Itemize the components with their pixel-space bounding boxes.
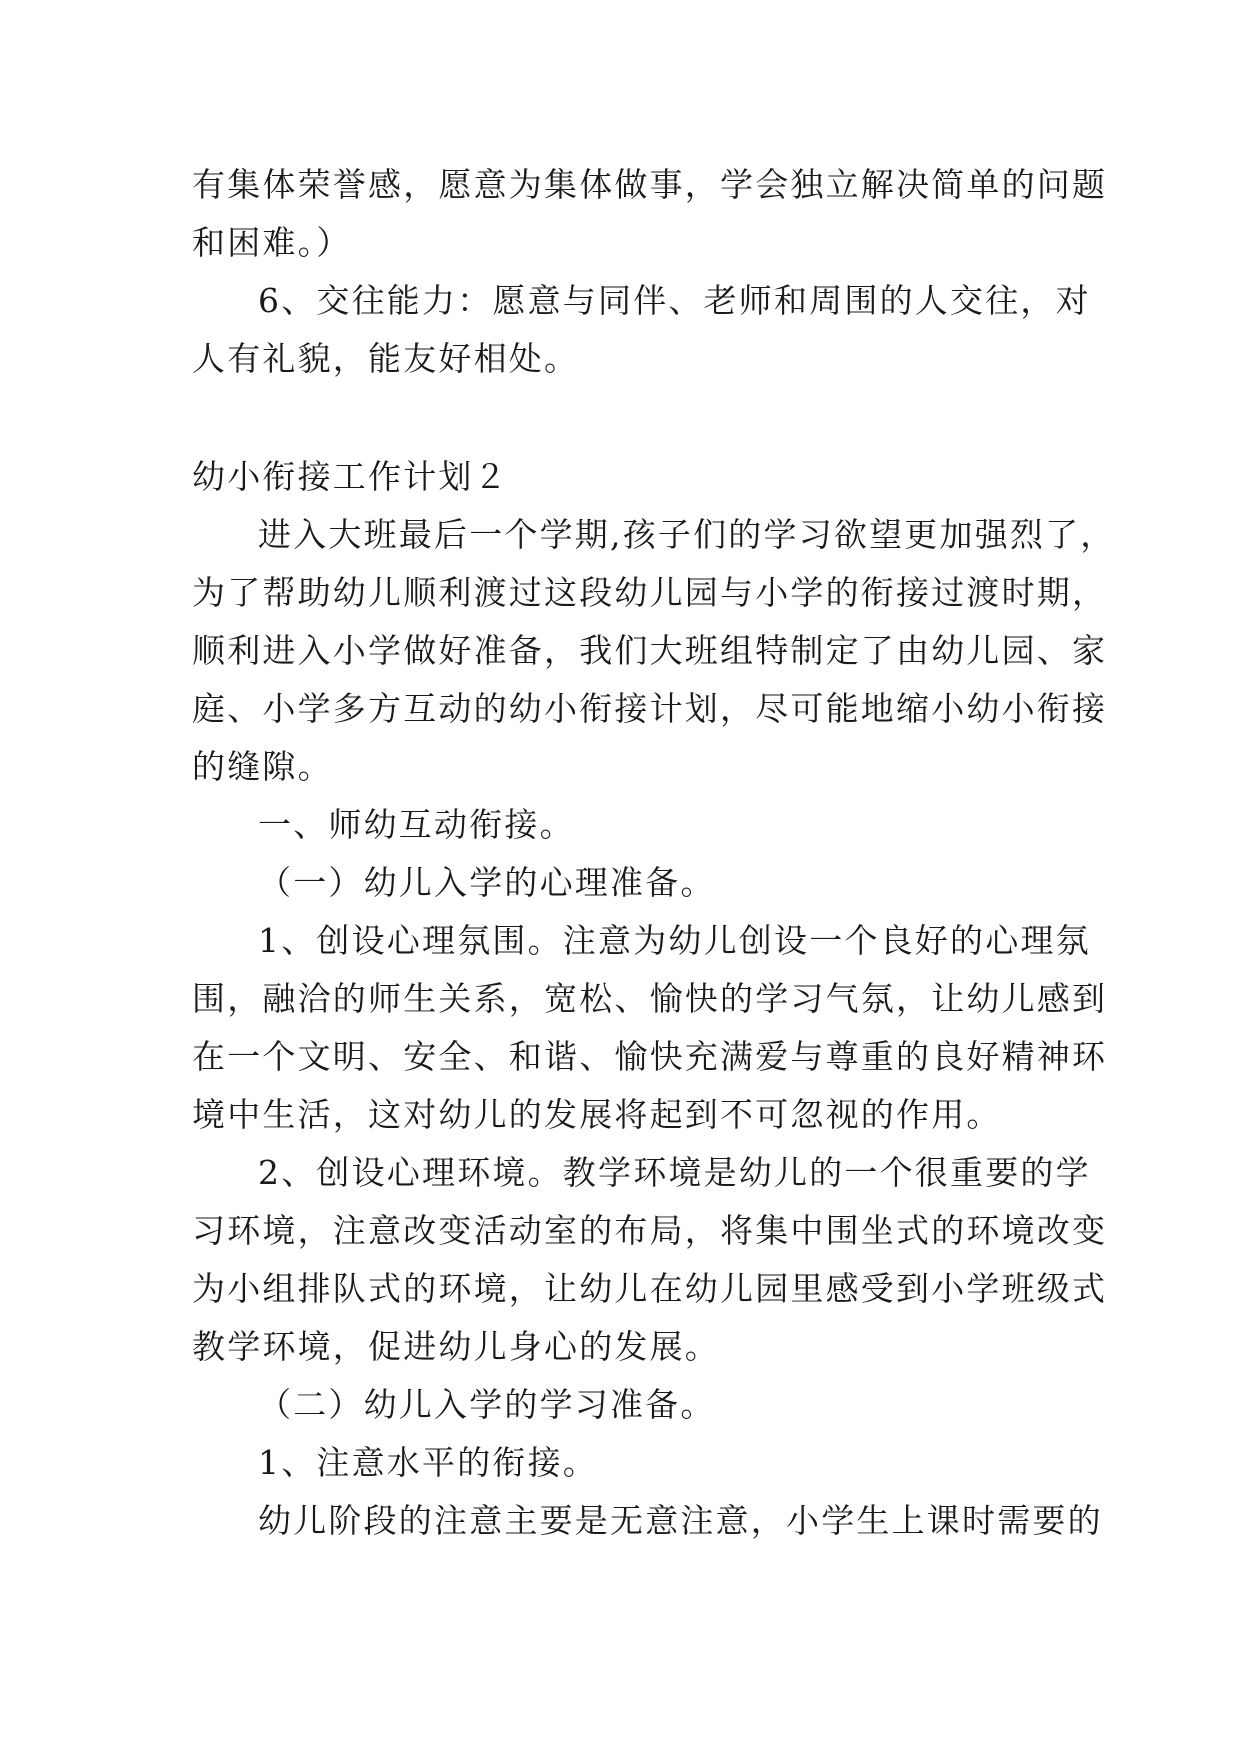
paragraph-line: 进入大班最后一个学期,孩子们的学习欲望更加强烈了， — [258, 515, 1116, 554]
paragraph-line: 6、交往能力：愿意与同伴、老师和周围的人交往，对 — [258, 281, 1091, 320]
subheading-line: （一）幼儿入学的心理准备。 — [258, 863, 716, 902]
subheading-line: （二）幼儿入学的学习准备。 — [258, 1385, 716, 1424]
paragraph-line: 顺利进入小学做好准备，我们大班组特制定了由幼儿园、家 — [192, 631, 1108, 670]
paragraph-line: 庭、小学多方互动的幼小衔接计划，尽可能地缩小幼小衔接 — [192, 689, 1108, 728]
paragraph-line: 1、注意水平的衔接。 — [258, 1443, 598, 1482]
paragraph-line: 境中生活，这对幼儿的发展将起到不可忽视的作用。 — [192, 1095, 1002, 1134]
paragraph-line: 在一个文明、安全、和谐、愉快充满爱与尊重的良好精神环 — [192, 1037, 1108, 1076]
paragraph-line: 围，融洽的师生关系，宽松、愉快的学习气氛，让幼儿感到 — [192, 979, 1108, 1018]
subheading-line: 一、师幼互动衔接。 — [258, 805, 575, 844]
paragraph-line: 幼儿阶段的注意主要是无意注意，小学生上课时需要的 — [258, 1501, 1103, 1540]
paragraph-line: 人有礼貌，能友好相处。 — [192, 339, 580, 378]
paragraph-line: 为了帮助幼儿顺利渡过这段幼儿园与小学的衔接过渡时期， — [192, 573, 1108, 612]
paragraph-line: 习环境，注意改变活动室的布局，将集中围坐式的环境改变 — [192, 1211, 1108, 1250]
paragraph-line: 教学环境，促进幼儿身心的发展。 — [192, 1327, 720, 1366]
paragraph-line: 1、创设心理氛围。注意为幼儿创设一个良好的心理氛 — [258, 921, 1091, 960]
paragraph-line: 的缝隙。 — [192, 747, 333, 786]
paragraph-line: 有集体荣誉感，愿意为集体做事，学会独立解决简单的问题 — [192, 165, 1108, 204]
paragraph-line: 为小组排队式的环境，让幼儿在幼儿园里感受到小学班级式 — [192, 1269, 1108, 1308]
section-heading: 幼小衔接工作计划２ — [192, 457, 509, 496]
paragraph-line: 2、创设心理环境。教学环境是幼儿的一个很重要的学 — [258, 1153, 1091, 1192]
paragraph-line: 和困难。） — [192, 223, 352, 262]
